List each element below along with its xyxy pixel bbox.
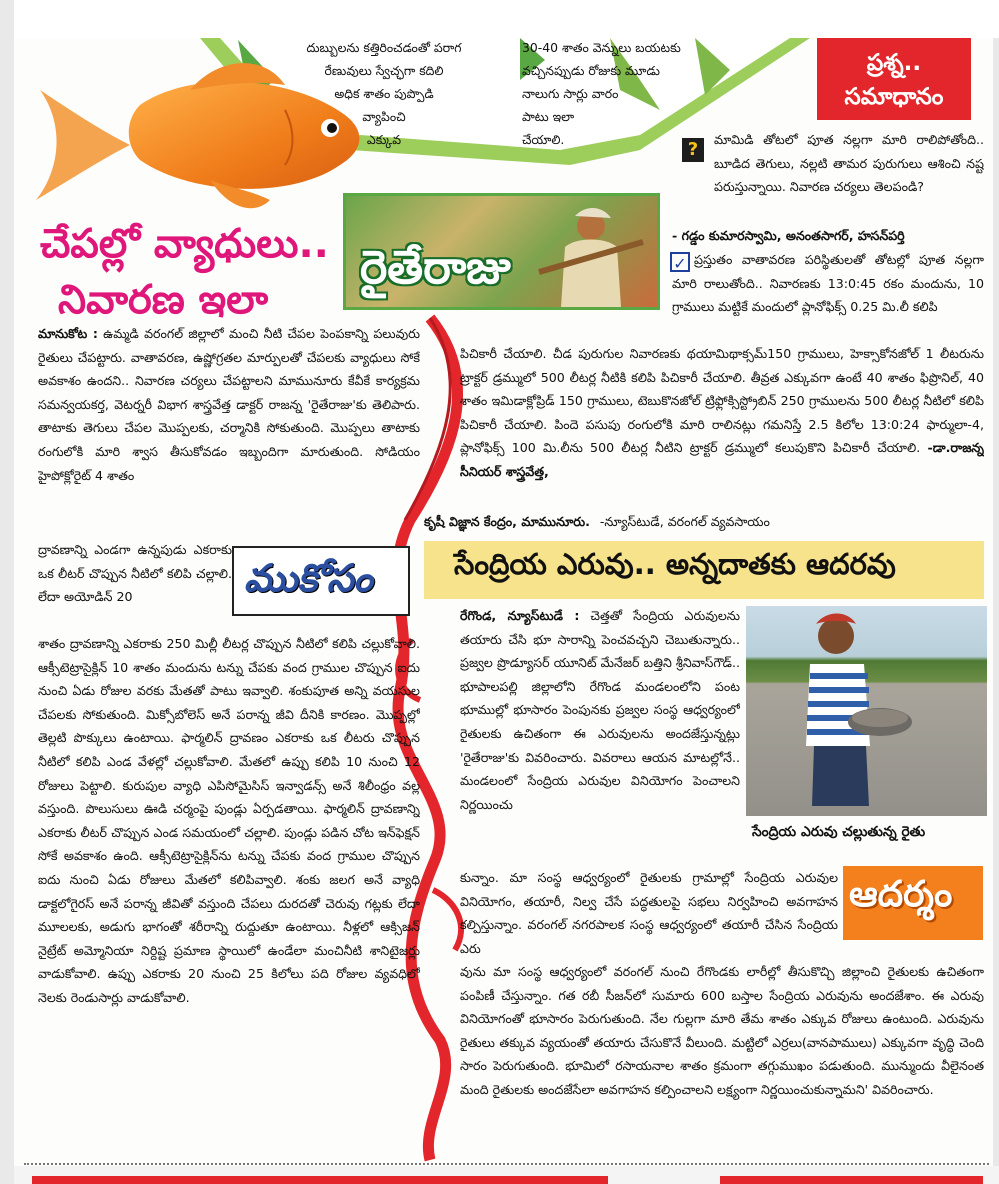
sendriya-headline-banner: సేంద్రియ ఎరువు.. అన్నదాతకు ఆదరవు	[424, 541, 984, 599]
qa-question-text: మామిడి తోటలో పూత నల్లగా మారి రాలిపోతోంది.. బూడిద తెగులు, నల్లటి తామర పురుగులు ఆశించి నష్ట పరుస్తున్నాయి. నివారణ చర్యలు తెలపండి?	[714, 132, 984, 195]
fish-article-body-1: మానుకోట : ఉమ్మడి వరంగల్ జిల్లాలో మంచి నీటి చేపల పెంపకాన్ని పలువురు రైతులు చేపట్టారు. వాతావరణ, ఉష్ణోగ్రతల మార్పులతో చేపలకు వ్యాధులు సోకే అవకాశం ఉందని.. నివారణ చర్యలు చేపట్టాలని మామునూరు కేవీకే కార్యక్రమ సమన్వయకర్త, వెటర్నరీ విభాగ శాస్త్రవేత్త డాక్టర్ రాజన్న 'రైతేరాజు'కు తెలిపారు. తాటాకు తెగులు చేపల మొప్పలకు, చర్మానికి సోకుతుంది. మొప్పలు తాటాకు రంగులోకి మారి శ్వాస తీసుకోవడం ఇబ్బందిగా మారుతుంది. సోడియం హైపోక్లోరైట్ 4 శాతం	[38, 326, 420, 483]
next-article-rule-left	[32, 1176, 608, 1184]
farmer-illustration	[531, 202, 651, 307]
farmer-photo-caption: సేంద్రియ ఎరువు చల్లుతున్న రైతు	[752, 824, 926, 840]
question-answer-badge: ప్రశ్న.. సమాధానం	[817, 38, 971, 120]
top-continuation-col1: దుబ్బులను కత్తిరించడంతో పరాగ రేణువులు స్వేచ్ఛగా కదిలి అధిక శాతం పుప్పొడి వ్యాపించి ఎక్కువ	[306, 40, 462, 147]
raithe-raju-wordmark: రైతేరాజు	[360, 240, 511, 294]
fish-article-body-3: శాతం ద్రావణాన్ని ఎకరాకు 250 మిల్లీ లీటర్ల చొప్పున నీటిలో కలిపి చల్లుకోవాలి. ఆక్సీటెట్రాసైక్లిన్ 10 శాతం మందును టన్ను చేపకు వంద గ్రాముల చొప్పున ఐదు నుంచి ఏడు రోజుల వరకు మేతతో పాటు ఇవ్వాలి. శంకుపూత అన్ని వయసుల చేపలకు సోకుతుంది. మిక్సోబోలెస్ అనే పరాన్న జీవి దీనికి కారణం. మొప్పల్లో తెల్లటి పొక్కులు ఉంటాయి. ఫార్మలిన్ ద్రావణం ఎకరాకు ఒక లీటరు చొప్పున నీటిలో కలిపి ఎండ వేళల్లో చల్లుకోవాలి. మేతలో ఉప్పు కలిపి 10 నుంచి 12 రోజులు పెట్టాలి. కురుపుల వ్యాధి ఎపిసోమైసిస్ ఇన్వాడన్స్ అనే శిలీంధ్రం వల్ల వస్తుంది. పొలుసులు ఊడి చర్మంపై పుండ్లు ఏర్పడతాయి. ఫార్మలిన్ ద్రావణాన్ని ఎకరాకు లీటర్ చొప్పున ఎండ సమయంలో చల్లాలి. పుండ్లు పడిన చోట ఇన్‌ఫెక్షన్ సోకే అవకాశం ఉంది. ఆక్సీటెట్రాసైక్లిన్‌ను టన్ను చేపకు వంద గ్రాముల చొప్పున ఐదు నుంచి ఏడు రోజులు మేతలో కలిపివ్వాలి. శంకు జలగ అనే వ్యాధి డాక్టలోగైరస్ అనే పరాన్న జీవితో వస్తుంది చేపలు దురదతో చెరువు గట్లకు లేదా మూలలకు, అడుగు భాగంతో శరీరాన్ని రుద్దుతూ ఉంటాయి. నీళ్లలో ఆక్సిజన్ నైట్రేట్ అమ్మోనియా నిర్దిష్ట ప్రమాణ స్థాయిలో ఉండేలా మంచినీటి శానిటైజర్లు వాడుకోవాలి. ఉప్పు ఎకరాకు 20 నుంచి 25 కిలోలు పది రోజుల వ్యవధిలో నెలకు రెండుసార్లు వాడుకోవాలి.	[38, 636, 420, 1005]
next-article-rule-right	[720, 1176, 983, 1184]
mukosam-logo: ముకోసం	[232, 546, 410, 616]
sendriya-article-body-wide: వును మా సంస్థ ఆధ్వర్యంలో వరంగల్ నుంచి రేగొండకు లారీల్లో తీసుకొచ్చి జిల్లాంచి రైతులకు ఉచితంగా పంపిణీ చేస్తున్నాం. గత రబీ సీజన్‌లో సుమారు 600 బస్తాల సేంద్రియ ఎరువును అందజేశాం. ఈ ఎరువు వినియోగంతో భూసారం పెరుగుతుంది. నేల గుల్లగా మారి తేమ శాతం ఎక్కువ రోజులు ఉంటుంది. ఎరువును రైతులు తక్కువ వ్యయంతో తయారు చేసుకొనే వీలుంది. మట్టిలో ఎర్రలు(వానపాములు) ఎక్కువగా వృద్ధి చెంది సారం పెరుగుతుంది. భూమిలో రసాయనాల శాతం క్రమంగా తగ్గుముఖం పడుతుంది. మున్ముందు వీలైనంత మంది రైతులకు అందజేసేలా అవగాహన కల్పించాలని లక్ష్యంగా నిర్ణయించుకున్నామని' వివరించారు.	[460, 964, 984, 1097]
sendriya-article-body-mid: కున్నాం. మా సంస్థ ఆధ్వర్యంలో రైతులకు గ్రామాల్లో సేంద్రియ ఎరువుల వినియోగం, తయారీ, నిల్వ చేసే పద్ధతులపై సభలు నిర్వహించి అవగాహన కల్పిస్తున్నాం. వరంగల్ నగరపాలక సంస్థ ఆధ్వర్యంలో తయారీ చేసిన సేంద్రియ ఎరు	[460, 870, 838, 956]
qa-answer-wide: పిచికారీ చేయాలి. చీడ పురుగుల నివారణకు థయామిథాక్సమ్150 గ్రాములు, హెక్సాకోనజోల్ 1 లీటరును ట్రాక్టర్ డ్రమ్ములో 500 లీటర్ల నీటికి కలిపి పిచికారీ చేయాలి. తీవ్రత ఎక్కువగా ఉంటే 40 శాతం ఫిప్రొనిల్, 40 శాతం ఇమిడాక్లోప్రిడ్ 150 గ్రాములు, టెబుకొనజోల్ ట్రిఫ్లోక్సిస్ట్రోబిన్ 250 గ్రాములను 500 లీటర్ల నీటిలో కలిపి పిచికారీ చేయాలి. పిందె పసుపు రంగులోకి మారి రాలినట్లు గమనిస్తే 2.5 కిలోల 13:0:24 ఫార్ములా-4, ప్లానోఫిక్స్ 100 మి.లీను 500 లీటర్ల నీటిని ట్రాక్టర్ డ్రమ్ములో కలుపుకొని పిచికారీ చేయాలి. -డా.రాజన్న సీనియర్ శాస్త్రవేత్త,	[460, 346, 984, 479]
raithe-raju-logo	[343, 193, 660, 310]
fish-article-headline: చేపల్లో వ్యాధులు.. నివారణ ఇలా	[40, 221, 329, 323]
farmer-figure	[774, 606, 914, 816]
adarsham-logo: ఆదర్శం	[843, 866, 983, 940]
qa-answer-top: ప్రస్తుతం వాతావరణ పరిస్థితులతో తోటల్లో పూత నల్లగా మారి రాలుతోంది.. నివారణకు 13:0:45 రకం మందును, 10 గ్రాములు మట్టికే మందులో ప్లానోఫిక్స్ 0.25 మి.లీ కలిపి	[672, 252, 984, 315]
farmer-photo	[746, 606, 987, 816]
qa-asker: - గడ్డం కుమారస్వామి, అనంతసాగర్, హసన్‌పర్తి	[672, 228, 905, 243]
fish-article-body-2: ద్రావణాన్ని ఎండగా ఉన్నపుడు ఎకరాకు ఒక లీటర్ చొప్పున నీటిలో కలిపి చల్లాలి. లేదా అయోడిన్ 20	[38, 542, 232, 605]
top-continuation-col2: 30-40 శాతం వెన్నులు బయటకు వచ్చినప్పుడు రోజుకు మూడు నాలుగు సార్లు వారం పాటు ఇలా చేయాలి.	[522, 40, 681, 147]
qa-signature-line: కృషీ విజ్ఞాన కేంద్రం, మామునూరు. -న్యూస్‌టుడే, వరంగల్ వ్యవసాయం	[424, 514, 770, 529]
bottom-dotted-divider	[24, 1163, 989, 1165]
question-icon: ?	[682, 138, 704, 162]
sendriya-article-body-narrow: రేగొండ, న్యూస్‌టుడే : చెత్తతో సేంద్రియ ఎరువులను తయారు చేసి భూ సారాన్ని పెంచవచ్చని చెబుతున్నారు.. ప్రజ్వల ప్రొడ్యూసర్ యూనిట్ మేనేజర్ బత్తిని శ్రీనివాస్‌గౌడ్.. భూపాలపల్లి జిల్లాలోని రేగొండ మండలంలోని పంట భూముల్లో భూసారం పెంపునకు ప్రజ్వల సంస్థ ఆధ్వర్యంలో రైతులకు ఉచితంగా ఈ ఎరువులను అందజేస్తున్నట్లు 'రైతేరాజు'కు వివరించారు. వివరాలు ఆయన మాటల్లోనే.. మండలంలో సేంద్రియ ఎరువుల వినియోగం పెంచాలని నిర్ణయించు	[460, 608, 740, 812]
answer-check-icon: ✓	[670, 252, 690, 272]
